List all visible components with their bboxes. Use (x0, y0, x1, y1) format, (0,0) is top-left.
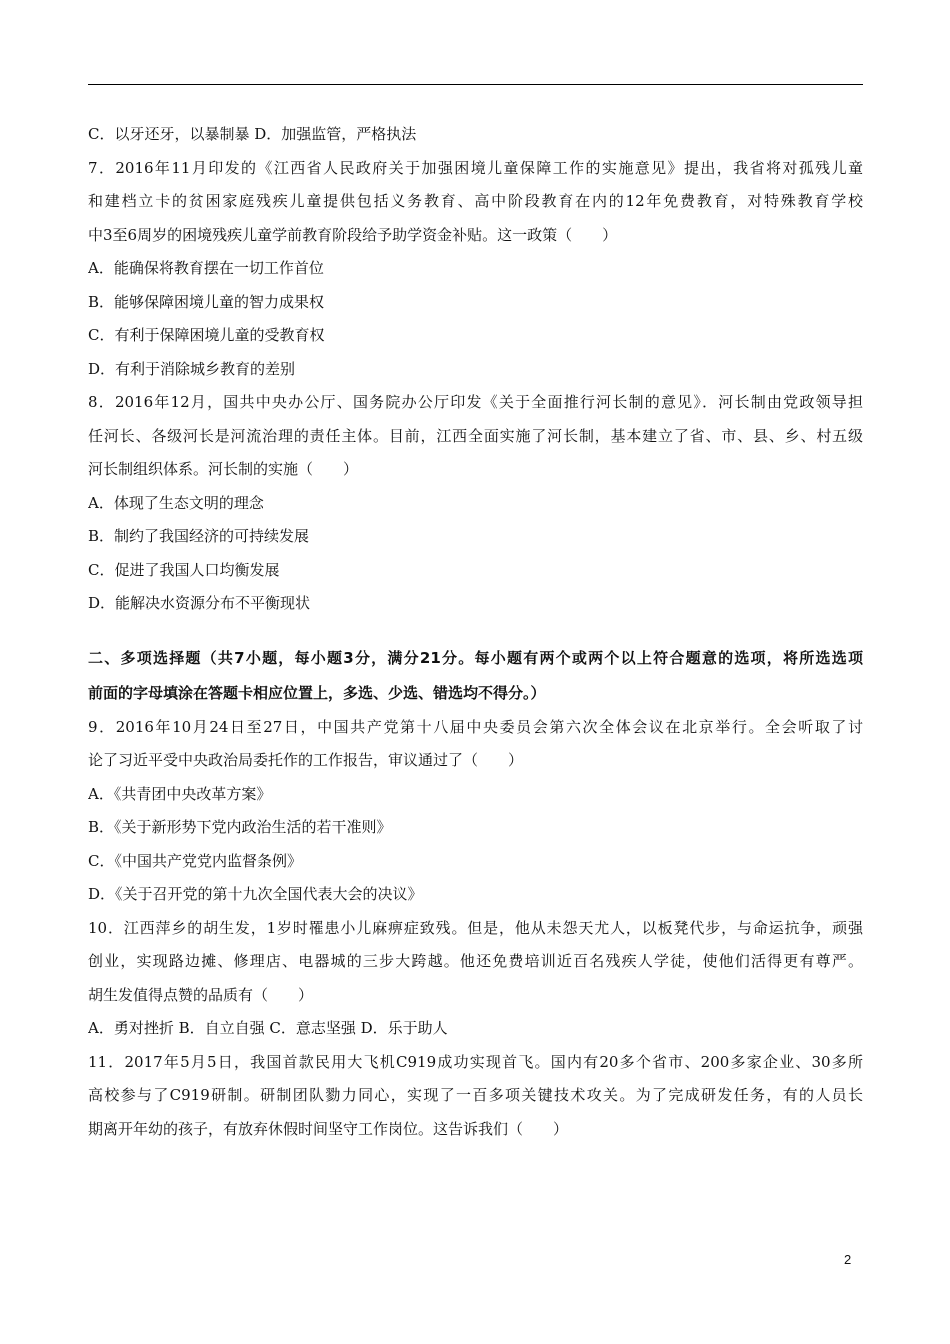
q9-stem-line: 论了习近平受中央政治局委托作的工作报告，审议通过了（ ） (88, 751, 524, 769)
q7-stem-line: 和建档立卡的贫困家庭残疾儿童提供包括义务教育、高中阶段教育在内的12年免费教育，对特殊教育学校 (88, 192, 863, 210)
page-number: 2 (844, 1252, 852, 1267)
q7-stem-line: 7．2016年11月印发的《江西省人民政府关于加强困境儿童保障工作的实施意见》提出，我省将对孤残儿童 (88, 158, 863, 177)
q9-stem-line: 9．2016年10月24日至27日，中国共产党第十八届中央委员会第六次全体会议在北京举行。全会听取了讨 (88, 717, 863, 736)
q7-stem-line: 中3至6周岁的困境残疾儿童学前教育阶段给予助学资金补贴。这一政策（ ） (88, 225, 618, 244)
q9-option-c: C．《中国共产党党内监督条例》 (88, 851, 302, 870)
q7-option-d: D．有利于消除城乡教育的差别 (88, 359, 296, 378)
q7-option-c: C．有利于保障困境儿童的受教育权 (88, 326, 325, 344)
header-rule (88, 84, 863, 85)
page-body (88, 118, 863, 1146)
question-11 (88, 1046, 863, 1147)
q8-stem-line: 河长制组织体系。河长制的实施（ ） (88, 460, 359, 478)
q8-option-a: A．体现了生态文明的理念 (88, 493, 264, 512)
q8-option-d: D．能解决水资源分布不平衡现状 (88, 594, 311, 612)
section-spacer (88, 621, 863, 641)
section-2-heading (88, 641, 863, 711)
q9-option-b: B．《关于新形势下党内政治生活的若干准则》 (88, 818, 392, 836)
q8-stem-line: 8．2016年12月，国共中央办公厅、国务院办公厅印发《关于全面推行河长制的意见》．河长制由党政领导担 (88, 393, 863, 411)
q11-stem-line: 期离开年幼的孩子，有放弃休假时间坚守工作岗位。这告诉我们（ ） (88, 1119, 569, 1138)
q10-stem-line: 胡生发值得点赞的品质有（ ） (88, 985, 314, 1004)
q10-options-line: A．勇对挫折 B．自立自强 C．意志坚强 D．乐于助人 (88, 1019, 448, 1037)
question-7 (88, 152, 863, 387)
q6-options-line: C．以牙还牙，以暴制暴 D．加强监管，严格执法 (88, 125, 417, 143)
section-2-heading-line: 二、多项选择题（共7小题，每小题3分，满分21分。每小题有两个或两个以上符合题意的选项，将所选选项 (88, 648, 863, 667)
question-10 (88, 912, 863, 1046)
q7-option-a: A．能确保将教育摆在一切工作首位 (88, 259, 324, 277)
q8-stem-line: 任河长、各级河长是河流治理的责任主体。目前，江西全面实施了河长制，基本建立了省、市、县、乡、村五级 (88, 426, 863, 445)
q11-stem-line: 高校参与了C919研制。研制团队勠力同心，实现了一百多项关键技术攻关。为了完成研发任务，有的人员长 (88, 1086, 863, 1104)
q10-stem-line: 10．江西萍乡的胡生发，1岁时罹患小儿麻痹症致残。但是，他从未怨天尤人，以板凳代步，与命运抗争，顽强 (88, 918, 863, 937)
q11-stem-line: 11．2017年5月5日，我国首款民用大飞机C919成功实现首飞。国内有20多个省市、200多家企业、30多所 (88, 1052, 863, 1071)
section-2-heading-line: 前面的字母填涂在答题卡相应位置上，多选、少选、错选均不得分。） (88, 683, 546, 702)
q9-option-d: D．《关于召开党的第十九次全国代表大会的决议》 (88, 885, 423, 903)
q7-option-b: B．能够保障困境儿童的智力成果权 (88, 292, 325, 311)
q8-option-b: B．制约了我国经济的可持续发展 (88, 527, 310, 545)
q8-option-c: C．促进了我国人口均衡发展 (88, 560, 280, 579)
q9-option-a: A．《共青团中央改革方案》 (88, 784, 272, 803)
question-9 (88, 711, 863, 912)
q10-stem-line: 创业，实现路边摊、修理店、电器城的三步大跨越。他还免费培训近百名残疾人学徒，使他们活得更有尊严。 (88, 952, 863, 970)
question-8 (88, 386, 863, 621)
